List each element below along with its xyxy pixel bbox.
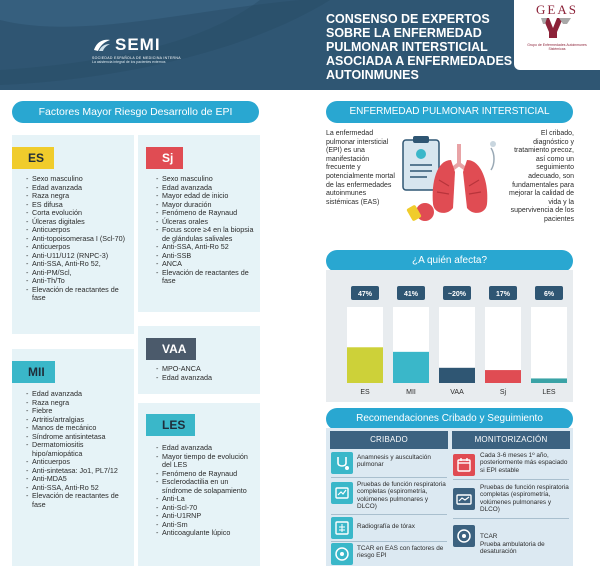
divider [331,514,447,515]
sj-risk-item: - Anti-SSB [156,252,258,261]
category-label-mii: MII [406,389,416,396]
les-risk-item: - Anticoagulante lúpico [156,529,258,538]
sj-risk-item: - Úlceras orales [156,218,258,227]
es-risk-item: - Edad avanzada [26,184,130,193]
sj-risk-item: - Anti-SSA, Anti-Ro 52 [156,243,258,252]
sj-risk-item: - Focus score ≥4 en la biopsia de glándulas salivales [156,226,258,243]
es-risk-item: - Anti-U11/U12 (RNPC-3) [26,252,130,261]
mii-risk-item: - Artritis/artralgias [26,416,130,425]
mii-risk-item: - Raza negra [26,399,130,408]
vaa-risk-item: - MPO-ANCA [156,365,258,374]
vaa-card [138,326,260,394]
sj-risk-item: - Elevación de reactantes de fase [156,269,258,286]
cribado-item-4: TCAR en EAS con factores de riesgo EPI [357,545,444,560]
value-label-mii: 41% [403,291,419,298]
sj-risk-item: - Mayor duración [156,201,258,210]
semi-logo-name: SEMI [115,35,161,54]
es-risk-item: - Elevación de reactantes de fase [26,286,130,303]
les-risk-item: - Edad avanzada [156,444,258,453]
sj-badge: Sj [146,147,183,169]
value-label-sj: 17% [495,291,511,298]
value-label-es: 47% [357,291,373,298]
category-label-vaa: VAA [450,389,464,396]
les-badge: LES [146,414,195,436]
monitorizacion-item-2: Pruebas de función respiratoria completas (espirometría, volúmenes pulmonares y DLCO) [480,484,569,514]
calendar-icon [453,454,475,476]
cribado-item-1: Anamnesis y auscultación pulmonar [357,454,431,469]
category-label-es: ES [360,389,370,396]
bar-es [347,347,383,383]
sj-risk-item: - Fenómeno de Raynaud [156,209,258,218]
es-risk-item: - Anticuerpos [26,243,130,252]
who-affects-heading: ¿A quién afecta? [326,250,573,272]
les-risk-item: - Anti-U1RNP [156,512,258,521]
bar-sj [485,370,521,383]
cribado-item-2: Pruebas de función respiratoria completas (espirometría, volúmenes pulmonares y DLCO) [357,481,446,511]
recommendations-heading: Recomendaciones Cribado y Seguimiento [326,408,573,430]
mii-risk-item: - Anti-MDA5 [26,475,130,484]
tcar-icon [453,525,475,547]
les-risk-list [156,444,258,538]
lung-function-icon [453,488,475,510]
semi-logo [92,35,181,64]
value-label-vaa: ~20% [447,291,467,298]
es-risk-item: - ES difusa [26,201,130,210]
mii-risk-item: - Fiebre [26,407,130,416]
geas-emblem-icon [537,16,577,40]
divider [331,477,447,478]
es-risk-item: - Corta evolución [26,209,130,218]
divider [453,518,569,519]
mii-risk-list [26,390,130,509]
bar-les [531,378,567,383]
category-label-les: LES [542,389,556,396]
es-risk-item: - Sexo masculino [26,175,130,184]
mii-risk-item: - Síndrome antisintetasa [26,433,130,442]
monitorizacion-column-heading: MONITORIZACIÓN [452,431,570,449]
vaa-risk-list [156,365,258,382]
prevalence-chart [326,270,573,402]
les-risk-item: - Fenómeno de Raynaud [156,470,258,479]
es-risk-item: - Anticuerpos [26,226,130,235]
bar-mii [393,352,429,383]
sj-risk-item: - ANCA [156,260,258,269]
epi-description: La enfermedad pulmonar intersticial (EPI) es una manifestación frecuente y potencialmente mortal de las enfermedades autoinmunes sistémicas (EAS) [326,130,395,206]
spirometry-icon [331,482,353,504]
mii-risk-item: - Anticuerpos [26,458,130,467]
monitorizacion-item-1: Cada 3-6 meses 1º año, posteriormente más espaciado si EPI estable [480,452,568,474]
mii-risk-item: - Anti-SSA, Anti-Ro 52 [26,484,130,493]
header-banner [0,0,600,90]
sj-risk-item: - Mayor edad de inicio [156,192,258,201]
risk-factors-heading: Factores Mayor Riesgo Desarrollo de EPI [12,101,259,123]
es-risk-item: - Úlceras digitales [26,218,130,227]
bar-vaa [439,368,475,383]
vaa-badge: VAA [146,338,196,360]
value-label-les: 6% [543,291,555,298]
monitorizacion-item-4: Prueba ambulatoria de desaturación [480,541,545,556]
mii-risk-item: - Edad avanzada [26,390,130,399]
mii-risk-item: - Elevación de reactantes de fase [26,492,130,509]
cribado-item-3: Radiografía de tórax [357,523,415,530]
les-risk-item: - Anti-Sm [156,521,258,530]
es-risk-item: - Raza negra [26,192,130,201]
es-risk-item: - Anti-SSA, Anti-Ro 52, [26,260,130,269]
geas-logo-subtitle: Grupo de Enfermedades Autoinmunes Sistémicas [527,43,587,51]
epi-importance: El cribado, diagnóstico y tratamiento precoz, así como un seguimiento adecuado, son fundamentales para mejorar la calidad de vida y la supervivencia de los pacientes [509,130,574,223]
semi-emblem-icon [92,37,112,53]
semi-logo-subtitle: SOCIEDAD ESPAÑOLA DE MEDICINA INTERNA [92,56,181,60]
les-risk-item: - Anti-La [156,495,258,504]
bar-track-les [531,307,567,383]
es-badge: ES [12,147,54,169]
prevalence-bar-chart [326,270,573,402]
stethoscope-icon [331,452,353,474]
vaa-risk-item: - Edad avanzada [156,374,258,383]
es-risk-list [26,175,130,303]
divider [453,479,569,480]
semi-logo-tagline: La asistencia integral de los pacientes externos [92,60,166,64]
geas-logo [514,0,600,70]
geas-logo-name: GEAS [536,2,578,17]
es-risk-item: - Anti-PM/Scl, [26,269,130,278]
les-risk-item: - Mayor tiempo de evolución del LES [156,453,258,470]
mii-risk-item: - Manos de mecánico [26,424,130,433]
monitorizacion-item-3: TCAR [480,533,498,540]
mii-risk-item: - Anti-sintetasa: Jo1, PL7/12 [26,467,130,476]
epi-heading: ENFERMEDAD PULMONAR INTERSTICIAL [326,101,573,123]
mii-risk-item: - Dermatomiositis hipo/amiopática [26,441,130,458]
sj-risk-item: - Edad avanzada [156,184,258,193]
es-risk-item: - Anti-Th/To [26,277,130,286]
divider [331,541,447,542]
les-risk-item: - Anti-Scl-70 [156,504,258,513]
category-label-sj: Sj [499,389,507,396]
lung-clipboard-illustration [399,130,503,230]
es-risk-item: - Anti-topoisomerasa I (Scl-70) [26,235,130,244]
page-title: CONSENSO DE EXPERTOS SOBRE LA ENFERMEDAD PULMONAR INTERSTICIAL ASOCIADA A ENFERMEDADES AUTOINMUNES [326,12,513,82]
les-risk-item: - Esclerodactilia en un síndrome de solapamiento [156,478,258,495]
mii-badge: MII [12,361,55,383]
sj-risk-list [156,175,258,286]
cribado-column-heading: CRIBADO [330,431,448,449]
ct-scan-icon [331,543,353,565]
sj-risk-item: - Sexo masculino [156,175,258,184]
xray-icon [331,517,353,539]
